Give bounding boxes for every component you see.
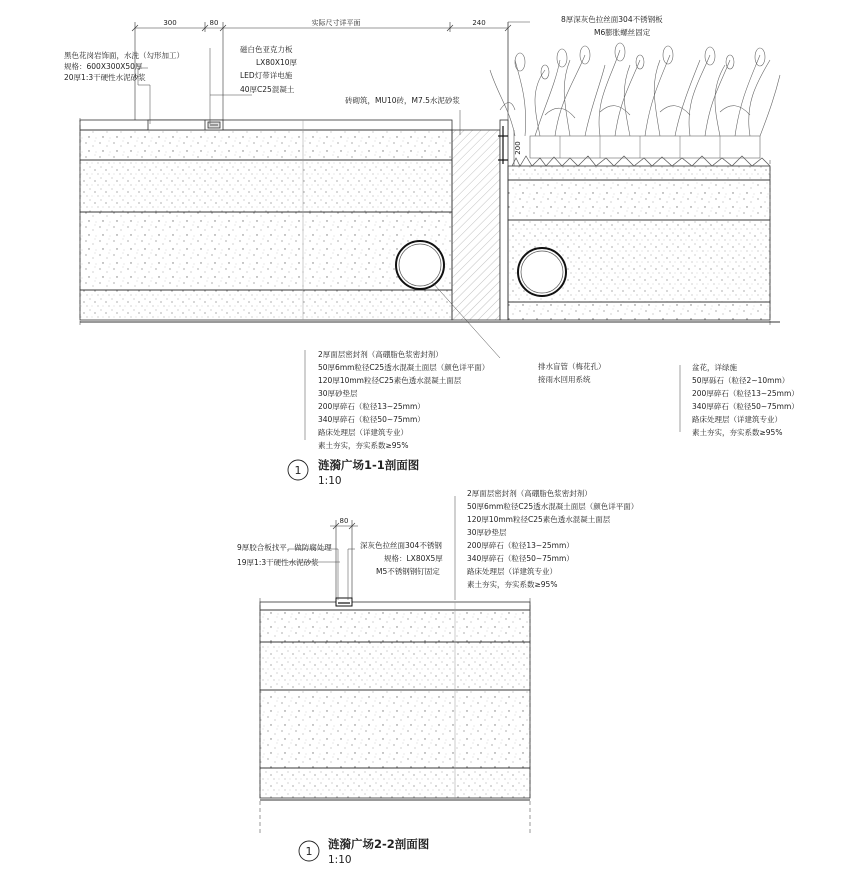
label-group-bottom-left: [318, 349, 489, 451]
label-group-steel: [561, 14, 663, 37]
label-steel-nail: M5不锈钢钢钉固定: [376, 567, 440, 576]
label-expansion-bolt: M6膨胀螺丝固定: [594, 28, 651, 37]
label-permeable-120-s2: 120厚10mm粒径C25素色透水混凝土面层: [467, 515, 611, 524]
label-group-drain: [538, 361, 606, 384]
label-sealant-s2: 2厚面层密封剂（高硼脂色浆密封剂）: [467, 489, 592, 498]
label-permeable-120: 120厚10mm粒径C25素色透水混凝土面层: [318, 376, 462, 385]
label-mortar-20: 20厚1:3干硬性水泥砂浆: [64, 73, 146, 82]
brick-wall: [452, 120, 508, 320]
label-steel-plate: 8厚深灰色拉丝面304不锈钢板: [561, 15, 663, 24]
dim-80: 80: [209, 19, 219, 27]
dim-300: 300: [163, 19, 177, 27]
label-gravel-200-right: 200厚碎石（粒径13~25mm）: [692, 389, 799, 398]
paving-layers-section-2: [260, 598, 530, 835]
section-1-scale: 1:10: [318, 475, 342, 487]
label-potted-flower: 盆花，详绿施: [692, 363, 737, 372]
dim-width-note: 实际尺寸详平面: [311, 19, 361, 27]
label-subgrade: 路床处理层（详建筑专业）: [318, 428, 408, 437]
label-steel-section-2: 深灰色拉丝面304不锈钢: [360, 541, 442, 550]
label-permeable-50: 50厚6mm粒径C25透水混凝土面层（颜色详平面）: [318, 363, 490, 372]
label-group-section-2-steel: [360, 540, 443, 576]
steel-strip-section-2: [336, 598, 352, 606]
label-brick-wall: 砖砌筑，MU10砖，M7.5水泥砂浆: [345, 96, 460, 105]
label-led-strip: LED灯带详电施: [240, 71, 293, 80]
label-gravel-200: 200厚碎石（粒径13~25mm）: [318, 402, 425, 411]
label-group-bottom-right: [692, 362, 799, 438]
section-1-number: 1: [294, 464, 302, 477]
label-group-top-mid: [240, 44, 298, 94]
dim-200: 200: [514, 141, 522, 155]
label-sand-30-s2: 30厚砂垫层: [467, 528, 507, 537]
section-1-title: 涟漪广场1-1剖面图: [318, 458, 420, 472]
granite-acrylic-detail: [148, 120, 223, 130]
label-gravel-200-s2: 200厚碎石（粒径13~25mm）: [467, 541, 574, 550]
drain-pipe-right: [518, 248, 566, 296]
label-gravel-340: 340厚碎石（粒径50~75mm）: [318, 415, 425, 424]
section-2-title: 涟漪广场2-2剖面图: [328, 837, 430, 851]
label-sand-30: 30厚砂垫层: [318, 389, 358, 398]
label-subgrade-s2: 路床处理层（详建筑专业）: [467, 567, 557, 576]
label-c25-concrete: 40厚C25混凝土: [240, 85, 295, 94]
section-2-drawing: [237, 488, 638, 866]
label-group-top-left: [64, 50, 184, 82]
planting-bed-right: [508, 136, 770, 325]
dim-240: 240: [472, 19, 486, 27]
label-gravel-340-right: 340厚碎石（粒径50~75mm）: [692, 402, 799, 411]
label-compacted-soil: 素土夯实，夯实系数≥95%: [318, 441, 409, 450]
label-acrylic-size: LX80X10厚: [256, 58, 298, 67]
flower-plants: [490, 43, 780, 136]
label-steel-size-section-2: 规格：LX80X5厚: [384, 554, 443, 563]
label-compacted-soil-s2: 素土夯实，夯实系数≥95%: [467, 580, 558, 589]
label-group-section-2-left: [237, 542, 332, 567]
top-dimension-line: [132, 22, 511, 130]
label-acrylic-board: 磁白色亚克力板: [240, 45, 293, 54]
label-rainwater: 接雨水回用系统: [538, 375, 591, 384]
section-2-number: 1: [305, 845, 313, 858]
label-compacted-soil-right: 素土夯实，夯实系数≥95%: [692, 428, 783, 437]
label-group-section-2-right: [467, 488, 638, 590]
section-2-dimension: [330, 520, 358, 600]
label-pebble-50: 50厚砾石（粒径2~10mm）: [692, 376, 790, 385]
section-2-scale: 1:10: [328, 854, 352, 866]
label-permeable-50-s2: 50厚6mm粒径C25透水混凝土面层（颜色详平面）: [467, 502, 639, 511]
label-drain-pipe: 排水盲管（梅花孔）: [538, 362, 606, 371]
label-sealant: 2厚面层密封剂（高硼脂色浆密封剂）: [318, 350, 443, 359]
label-gravel-340-s2: 340厚碎石（粒径50~75mm）: [467, 554, 574, 563]
label-mortar-19: 19厚1:3干硬性水泥砂浆: [237, 558, 319, 567]
label-subgrade-right: 路床处理层（详建筑专业）: [692, 415, 782, 424]
label-plywood: 9厚胶合板找平，做防腐处理: [237, 543, 332, 552]
label-granite-finish: 黑色花岗岩饰面，水洗（勾形加工）: [64, 51, 184, 60]
section-2-title-block: [299, 837, 430, 866]
section-1-title-block: [288, 458, 420, 487]
section-1-drawing: [64, 14, 799, 487]
drain-pipe-left: [396, 241, 444, 289]
label-granite-spec: 规格：600X300X50厚: [64, 62, 143, 71]
dim-80-section-2: 80: [339, 517, 349, 525]
